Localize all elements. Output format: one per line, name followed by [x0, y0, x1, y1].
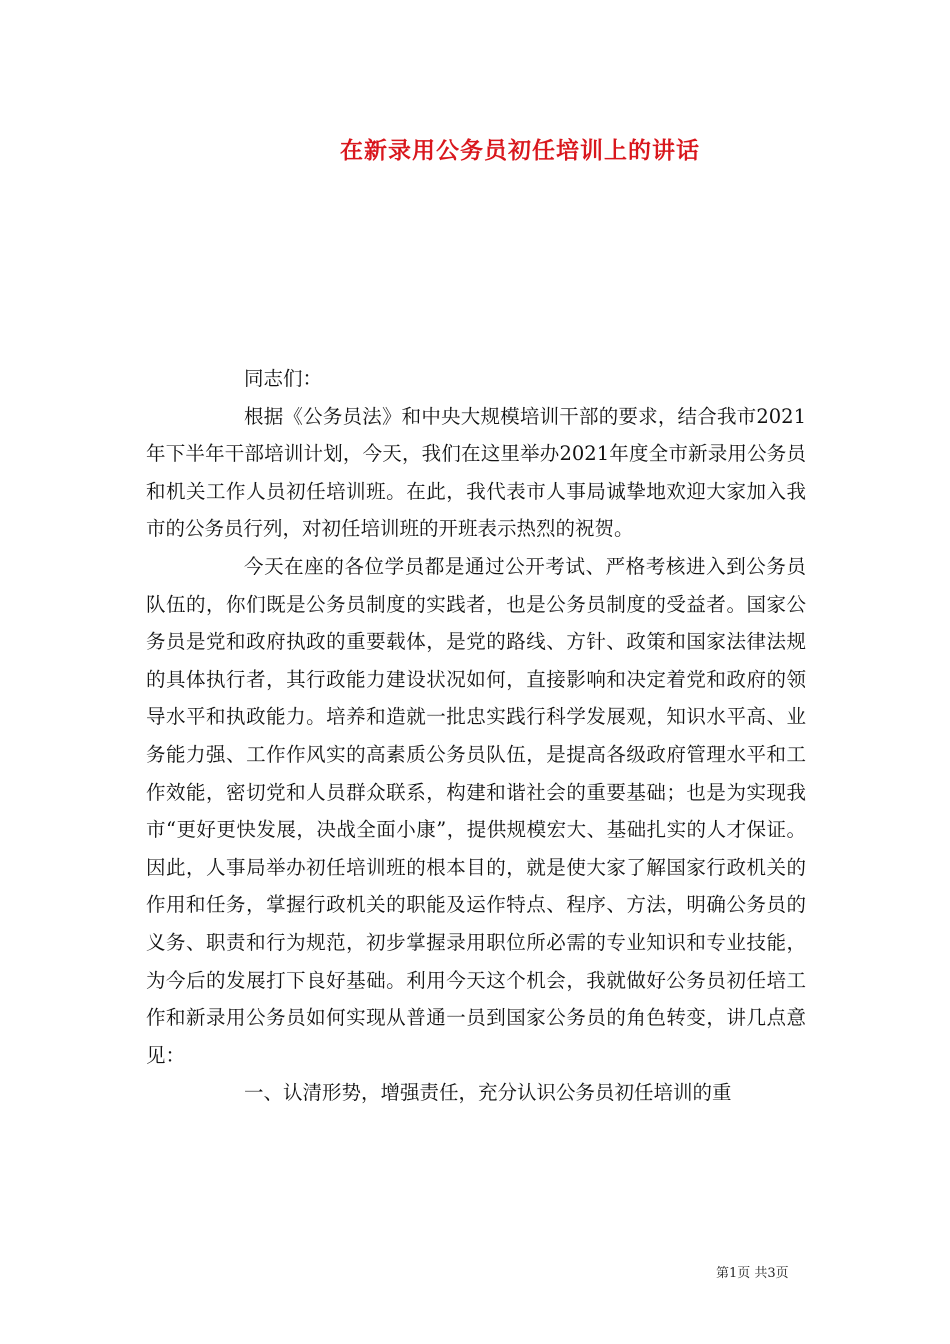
page-footer: 第1页 共3页 [716, 1266, 789, 1281]
paragraph: 今天在座的各位学员都是通过公开考试、严格考核进入到公务员队伍的，你们既是公务员制度的实践者，也是公务员制度的受益者。国家公务员是党和政府执政的重要载体，是党的路线、方针、政策和国家法律法规的具体执行者，其行政能力建设状况如何，直接影响和决定着党和政府的领导水平和执政能力。培养和造就一批忠实践行科学发展观，知识水平高、业务能力强、工作作风实的高素质公务员队伍，是提高各级政府管理水平和工作效能，密切党和人员群众联系，构建和谐社会的重要基础；也是为实现我市“更好更快发展，决战全面小康”，提供规模宏大、基础扎实的人才保证。因此，人事局举办初任培训班的根本目的，就是使大家了解国家行政机关的作用和任务，掌握行政机关的职能及运作特点、程序、方法，明确公务员的义务、职责和行为规范，初步掌握录用职位所必需的专业知识和专业技能，为今后的发展打下良好基础。利用今天这个机会，我就做好公务员初任培工作和新录用公务员如何实现从普通一员到国家公务员的角色转变，讲几点意见： [146, 554, 806, 1067]
greeting: 同志们： [244, 367, 323, 390]
page-title: 在新录用公务员初任培训上的讲话 [340, 137, 700, 164]
paragraph: 根据《公务员法》和中央大规模培训干部的要求，结合我市2021年下半年干部培训计划，今天，我们在这里举办2021年度全市新录用公务员和机关工作人员初任培训班。在此，我代表市人事局诚挚地欢迎大家加入我市的公务员行列，对初任培训班的开班表示热烈的祝贺。 [146, 404, 806, 541]
paragraph: 一、认清形势，增强责任，充分认识公务员初任培训的重 [244, 1081, 732, 1105]
body-text [146, 360, 806, 1112]
